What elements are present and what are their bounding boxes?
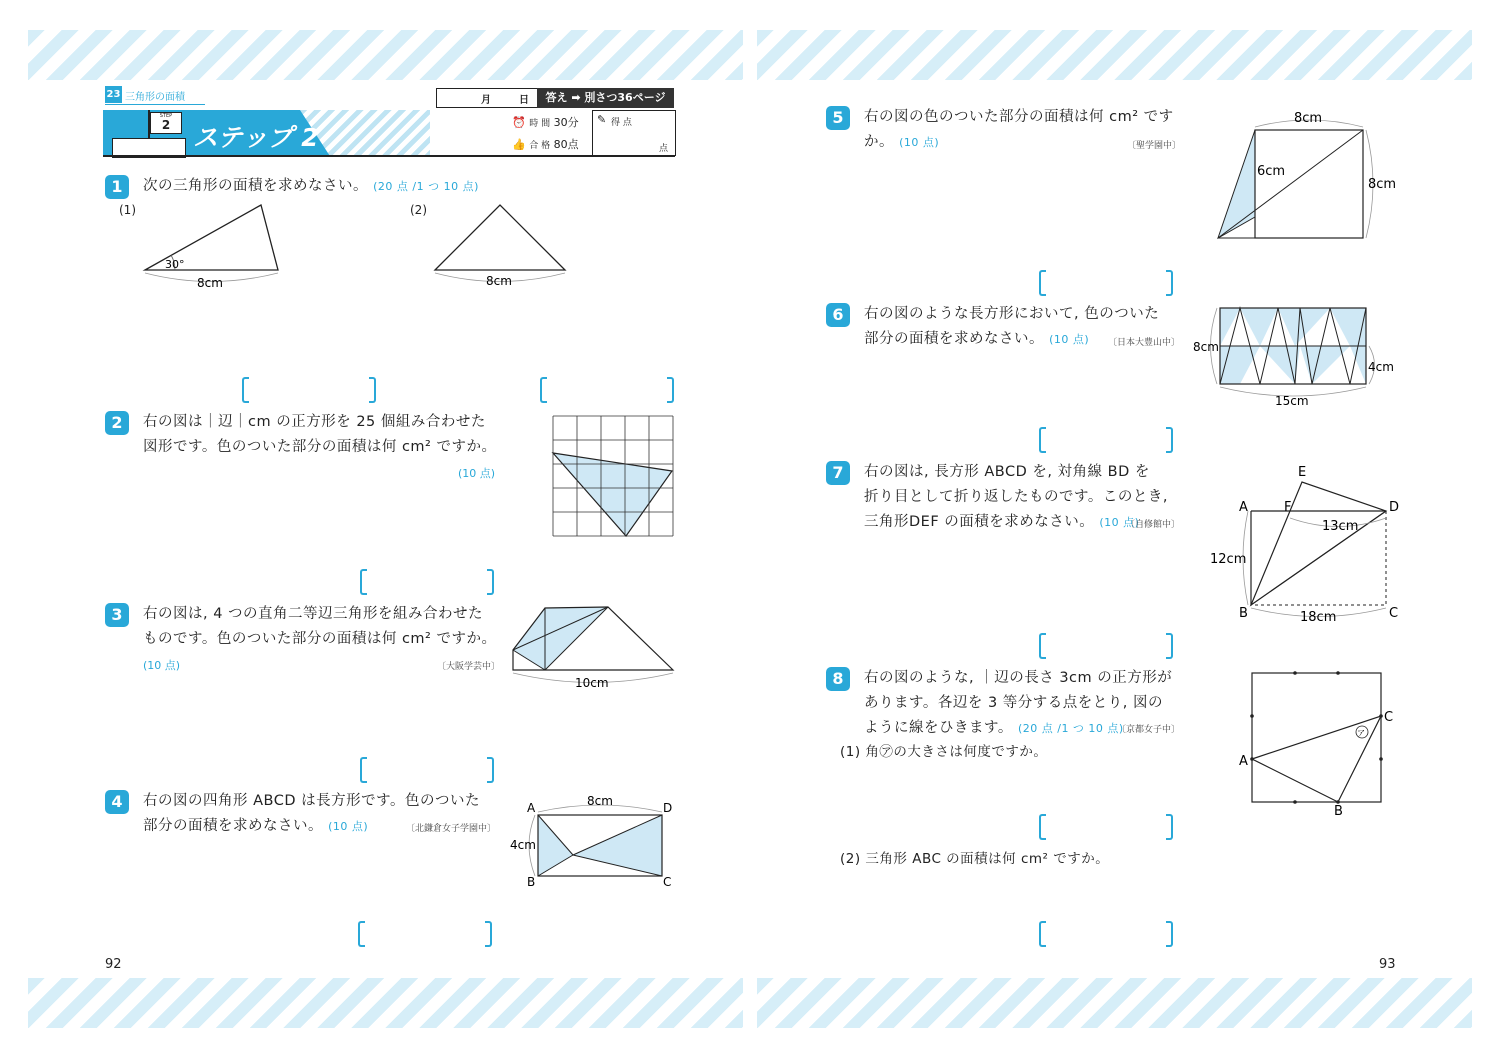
time-value: 30分 [553, 116, 579, 129]
step-flag [150, 112, 182, 134]
inner-label-5: 6cm [1257, 164, 1286, 179]
problem-7-line3 [864, 510, 1168, 535]
problem-7-line3-text: 三角形DEF の面積を求めなさい。 [864, 514, 1095, 530]
problem-1-number: 1 [105, 175, 129, 199]
answer-box-7[interactable] [1039, 633, 1173, 659]
problem-2-figure [550, 413, 678, 541]
problem-3-figure [505, 600, 680, 695]
problem-8-sub2: (2) 三角形 ABC の面積は何 cm² ですか。 [840, 851, 1110, 867]
problem-2-points: (10 点) [458, 467, 496, 480]
problem-1-figure-1 [135, 195, 295, 295]
problem-8-figure [1235, 665, 1405, 825]
thumbs-up-icon: 👍 [512, 138, 526, 151]
page-number-right: 93 [1379, 957, 1396, 972]
label-E-7: E [1298, 465, 1307, 480]
problem-6-source: 〔日本大豊山中〕 [1108, 338, 1181, 348]
triangle-2 [435, 205, 565, 270]
label-C-8: C [1384, 710, 1394, 725]
problem-4-line2-text: 部分の面積を求めなさい。 [143, 818, 323, 834]
bc-label-7: 18cm [1300, 610, 1337, 625]
problem-3-line1: 右の図は, 4 つの直角二等辺三角形を組み合わせた [143, 606, 484, 622]
problem-8-line2: あります。各辺を 3 等分する点をとり, 図の [864, 695, 1164, 711]
problem-7-figure [1210, 460, 1405, 630]
problem-8-sub1: (1) 角㋐の大きさは何度ですか。 [840, 744, 1048, 760]
shaded-triangle-5 [1218, 130, 1255, 238]
problem-3-line2: ものです。色のついた部分の面積は何 cm² ですか。 [143, 631, 497, 647]
pencil-icon: ✎ [597, 113, 607, 126]
time-row [512, 114, 579, 130]
right-page [750, 0, 1500, 1058]
step-title: ステップ 2 [193, 123, 319, 152]
problem-4-number: 4 [105, 790, 129, 814]
unit-underline [105, 104, 205, 105]
problem-6-points: (10 点) [1049, 333, 1090, 346]
shaded-region-3 [513, 607, 608, 670]
top-label-5: 8cm [1294, 111, 1323, 126]
answer-box-3[interactable] [360, 757, 494, 783]
day-label: 日 [519, 95, 529, 106]
problem-7-line1: 右の図は, 長方形 ABCD を, 対角線 BD を [864, 464, 1150, 480]
top-label-4: 8cm [587, 794, 613, 808]
problem-2-line1: 右の図は｜辺｜cm の正方形を 25 個組み合わせた [143, 414, 486, 430]
score-label: 得 点 [611, 118, 632, 128]
header-rule [103, 155, 675, 157]
problem-5-line2-text: か。 [864, 134, 894, 150]
shaded-left-4 [538, 815, 573, 876]
side-label-4: 4cm [510, 838, 536, 852]
problem-2-text [143, 410, 496, 460]
problem-8-line3-text: ように線をひきます。 [864, 720, 1013, 736]
unit-badge: 23 [105, 86, 122, 103]
square-5 [1255, 130, 1363, 238]
problem-8-source: 〔京都女子中〕 [1117, 725, 1181, 735]
pass-label: 合 格 [529, 141, 551, 151]
label-A-8: A [1239, 754, 1248, 769]
label-B-8: B [1334, 804, 1343, 819]
label-A-7: A [1239, 500, 1248, 515]
side-label-5: 8cm [1368, 177, 1397, 192]
label-F-7: F [1284, 500, 1292, 515]
base-label-2: 8cm [486, 274, 512, 288]
problem-1-sub1: (1) [119, 203, 136, 217]
pass-row [512, 136, 579, 152]
date-box [436, 88, 538, 108]
left-label-6: 8cm [1193, 340, 1219, 354]
label-D-7: D [1389, 500, 1400, 515]
problem-5-source: 〔聖学園中〕 [1127, 141, 1182, 151]
bottom-label-6: 15cm [1275, 394, 1309, 408]
label-C-4: C [663, 875, 672, 889]
problem-5-points: (10 点) [899, 136, 940, 149]
step-number: 2 [161, 118, 171, 132]
label-A-4: A [527, 801, 536, 815]
problem-1-figure-2 [425, 195, 575, 295]
angle-label: 30° [165, 258, 185, 271]
problem-8-line1: 右の図のような, ｜辺の長さ 3cm の正方形が [864, 670, 1173, 686]
shaded-right-4 [573, 815, 662, 876]
problem-8-points: (20 点 /1 つ 10 点) [1017, 722, 1124, 735]
angle-label-8: ア [1357, 729, 1365, 738]
step-label: STEP [159, 113, 173, 119]
pass-value: 80点 [553, 138, 579, 151]
label-D-4: D [663, 801, 673, 815]
ab-label-7: 12cm [1210, 552, 1247, 567]
problem-6-number: 6 [826, 303, 850, 327]
problem-4-source: 〔北鎌倉女子学園中〕 [406, 824, 497, 834]
problem-3-text [143, 602, 496, 652]
page-number-left: 92 [105, 957, 122, 972]
clock-icon: ⏰ [512, 116, 526, 129]
problem-7-number: 7 [826, 461, 850, 485]
label-B-7: B [1239, 606, 1248, 621]
answer-box-1-1[interactable] [242, 377, 376, 403]
fd-label-7: 13cm [1322, 519, 1359, 534]
answer-box-6[interactable] [1039, 427, 1173, 453]
problem-4-line1: 右の図の四角形 ABCD は長方形です。色のついた [143, 793, 480, 809]
problem-3-number: 3 [105, 603, 129, 627]
answer-box-2[interactable] [360, 569, 494, 595]
problem-1-sub2: (2) [410, 203, 427, 217]
problem-5-number: 5 [826, 106, 850, 130]
time-label: 時 間 [529, 119, 551, 129]
problem-5-line1: 右の図の色のついた部分の面積は何 cm² です [864, 109, 1174, 125]
problem-2-number: 2 [105, 411, 129, 435]
base-label-1: 8cm [197, 276, 223, 290]
problem-7-text [864, 460, 1168, 535]
problem-3-points: (10 点) [143, 659, 181, 672]
month-label: 月 [481, 95, 491, 106]
shaded-triangle-2 [553, 453, 672, 536]
problem-6-line2-text: 部分の面積を求めなさい。 [864, 331, 1044, 347]
problem-6-line1: 右の図のような長方形において, 色のついた [864, 306, 1160, 322]
problem-1-question: 次の三角形の面積を求めなさい。 [143, 178, 368, 194]
problem-8-number: 8 [826, 667, 850, 691]
problem-2-line2: 図形です。色のついた部分の面積は何 cm² ですか。 [143, 439, 497, 455]
answer-box-5[interactable] [1039, 270, 1173, 296]
problem-4-figure [505, 790, 680, 890]
problem-3-source: 〔大阪学芸中〕 [437, 662, 501, 672]
answer-ref: 答え ➡ 別さつ36ページ [537, 88, 674, 108]
answer-box-8-1[interactable] [1039, 814, 1173, 840]
label-C-7: C [1389, 606, 1399, 621]
problem-6-figure [1190, 300, 1400, 415]
label-B-4: B [527, 875, 536, 889]
score-unit: 点 [659, 144, 669, 154]
problem-7-source: 〔自修館中〕 [1126, 520, 1181, 530]
problem-4-points: (10 点) [328, 820, 369, 833]
right-label-6: 4cm [1368, 360, 1394, 374]
problem-7-line2: 折り目として折り返したものです。このとき, [864, 489, 1168, 505]
answer-box-1-2[interactable] [540, 377, 674, 403]
problem-1-points: (20 点 /1 つ 10 点) [373, 180, 479, 193]
problem-7-points: (10 点) [1099, 516, 1140, 529]
triangle-BED [1251, 482, 1386, 605]
problem-5-figure [1210, 105, 1400, 250]
score-box [592, 110, 676, 156]
base-label-3: 10cm [575, 676, 609, 690]
answer-box-8-2[interactable] [1039, 921, 1173, 947]
answer-box-4[interactable] [358, 921, 492, 947]
unit-title: 三角形の面積 [125, 92, 185, 103]
